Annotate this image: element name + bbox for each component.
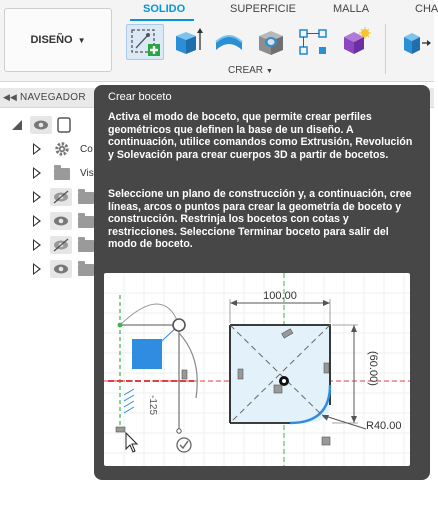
shell-button[interactable]	[252, 24, 290, 60]
eye-hidden-icon	[50, 188, 72, 206]
eye-icon	[50, 260, 72, 278]
dim-radius-label: R40.00	[366, 420, 402, 432]
sketch-point-large	[173, 319, 185, 331]
expand-triangle-icon[interactable]	[33, 215, 41, 227]
tab-malla[interactable]: MALLA	[333, 3, 370, 15]
folder-icon	[78, 264, 94, 276]
sketch-arc	[179, 333, 197, 398]
tree-row-label: Vis	[80, 168, 94, 179]
tooltip-illustration	[104, 273, 410, 466]
workspace-switcher-button[interactable]	[4, 8, 112, 72]
expand-triangle-icon[interactable]	[33, 263, 41, 275]
expand-triangle-icon[interactable]	[33, 143, 41, 155]
revolve-icon	[212, 26, 246, 58]
dim-side-label: -125	[147, 395, 158, 416]
collapse-panel-icon[interactable]: ◀◀	[3, 92, 17, 102]
sketch-point	[177, 429, 181, 433]
check-circle-icon	[177, 438, 191, 452]
extrude-button[interactable]	[168, 24, 206, 60]
extrude-icon	[170, 26, 204, 58]
visibility-toggle[interactable]	[50, 236, 72, 254]
tooltip-paragraph-2: Seleccione un plano de construcción y, a continuación, cree líneas, arcos o puntos para crear la geometría de boceto y construcción. Restrinja los bocetos con cotas y restricciones. Seleccione Terminar boceto para salir del modo de boceto.	[108, 188, 412, 251]
press-pull-button[interactable]	[396, 24, 434, 60]
workspace-label: DISEÑO	[30, 34, 73, 46]
expand-triangle-icon[interactable]	[33, 167, 41, 179]
revolve-button[interactable]	[210, 24, 248, 60]
dim-width-label: 100.00	[263, 290, 297, 302]
create-sketch-icon	[128, 26, 162, 58]
visibility-toggle[interactable]	[50, 260, 72, 278]
create-sketch-button[interactable]	[126, 24, 164, 60]
folder-icon	[78, 216, 94, 228]
document-icon	[56, 117, 72, 133]
create-group-label: CREAR	[228, 65, 264, 76]
visibility-toggle[interactable]	[50, 188, 72, 206]
toolbar-separator	[385, 24, 386, 74]
eye-icon	[50, 212, 72, 230]
create-form-button[interactable]	[336, 24, 374, 60]
chevron-down-icon: ▼	[266, 68, 273, 75]
tab-solido[interactable]: SOLIDO	[143, 3, 186, 15]
chevron-down-icon: ▼	[77, 35, 86, 45]
expand-triangle-icon[interactable]	[33, 191, 41, 203]
eye-hidden-icon	[50, 236, 72, 254]
sketch-illustration-svg	[104, 273, 410, 466]
press-pull-icon	[398, 26, 432, 58]
cursor-icon	[126, 433, 137, 452]
tab-chapa[interactable]: CHA	[415, 3, 438, 15]
tooltip-paragraph-1: Activa el modo de boceto, que permite crear perfiles geométricos que definen la base de un diseño. A continuación, utilice comandos como Extrusión, Revolución y Solevación para crear cuerpos 3D a partir de bocetos.	[108, 111, 413, 161]
visibility-toggle[interactable]	[50, 212, 72, 230]
tooltip-title: Crear boceto	[108, 91, 172, 103]
folder-icon	[78, 192, 94, 204]
tree-row-label: Co	[80, 144, 93, 155]
create-form-icon	[338, 26, 372, 58]
expand-triangle-icon[interactable]	[33, 239, 41, 251]
construction-arc	[120, 304, 179, 325]
eye-icon	[30, 116, 52, 134]
create-sketch-tooltip	[94, 85, 430, 480]
create-group-dropdown[interactable]	[228, 65, 273, 76]
pattern-icon	[296, 26, 330, 58]
browser-title: NAVEGADOR	[20, 92, 86, 103]
folder-icon	[78, 240, 94, 252]
sketch-point-origin	[118, 323, 123, 328]
tab-superficie[interactable]: SUPERFICIE	[230, 3, 297, 15]
folder-icon	[54, 168, 70, 180]
gear-icon	[54, 141, 70, 157]
pattern-button[interactable]	[294, 24, 332, 60]
visibility-toggle[interactable]	[30, 116, 52, 134]
active-tab-indicator	[130, 19, 194, 21]
center-point-inner	[282, 379, 286, 383]
dim-height-label: (60.00)	[367, 351, 379, 386]
ribbon-toolbar	[0, 0, 438, 82]
shell-icon	[254, 26, 288, 58]
expanded-triangle-icon[interactable]	[11, 119, 23, 131]
